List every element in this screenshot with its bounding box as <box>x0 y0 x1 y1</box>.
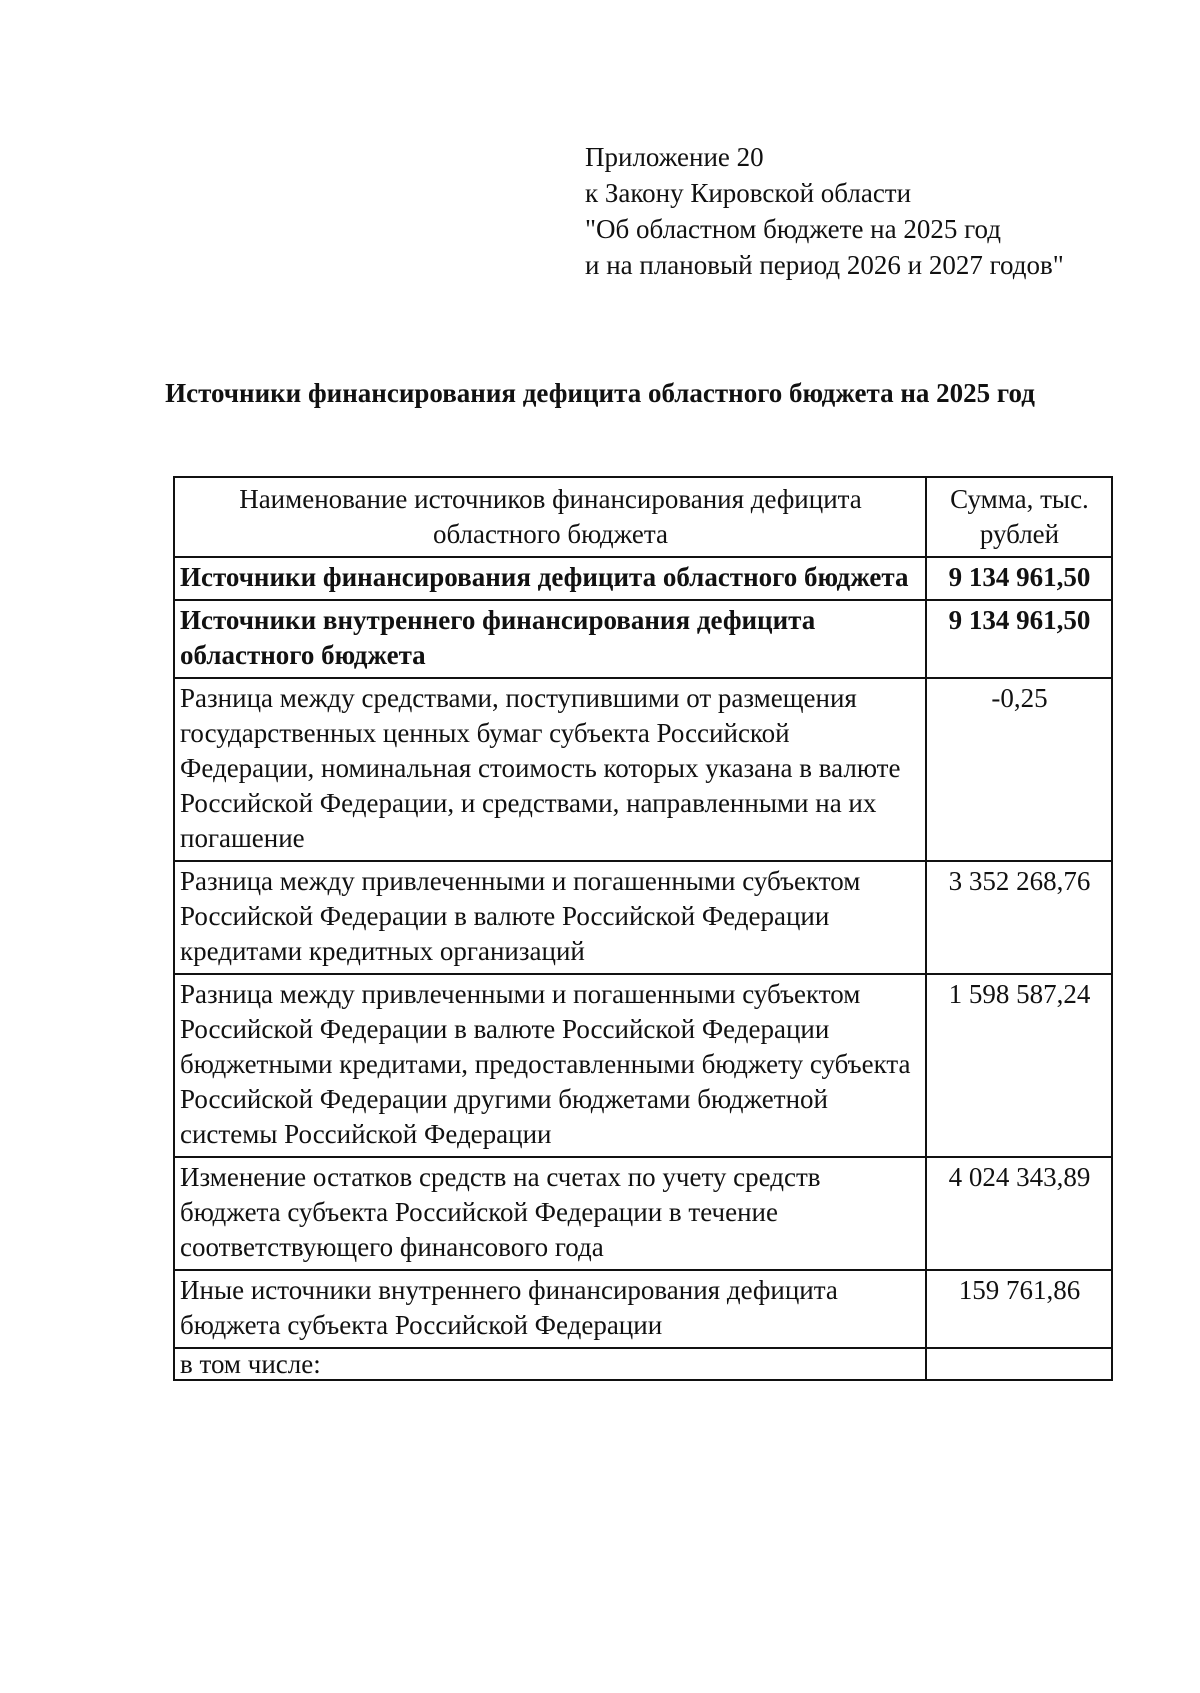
row-sum-cell <box>926 1348 1112 1380</box>
table-row <box>174 1270 1112 1348</box>
row-name-cell: Источники финансирования дефицита областного бюджета <box>174 557 926 600</box>
row-sum-cell: -0,25 <box>926 678 1112 861</box>
row-name-cell: Разница между средствами, поступившими от размещения государственных ценных бумаг субъекта Российской Федерации, номинальная стоимость которых указана в валюте Российской Федерации, и средствами, направленными на их погашение <box>174 678 926 861</box>
appendix-line: к Закону Кировской области <box>585 178 912 208</box>
row-name-cell: в том числе: <box>174 1348 926 1380</box>
row-sum-cell: 9 134 961,50 <box>926 557 1112 600</box>
row-sum-cell: 9 134 961,50 <box>926 600 1112 678</box>
row-name-cell: Разница между привлеченными и погашенными субъектом Российской Федерации в валюте Российской Федерации кредитами кредитных организаций <box>174 861 926 974</box>
table-row <box>174 678 1112 861</box>
row-sum-cell: 159 761,86 <box>926 1270 1112 1348</box>
row-name-cell: Разница между привлеченными и погашенными субъектом Российской Федерации в валюте Российской Федерации бюджетными кредитами, предоставленными бюджету субъекта Российской Федерации другими бюджетами бюджетной системы Российской Федерации <box>174 974 926 1157</box>
header-sum-cell: Сумма, тыс. рублей <box>926 477 1112 557</box>
header-name-cell: Наименование источников финансирования дефицита областного бюджета <box>174 477 926 557</box>
table-row <box>174 1348 1112 1380</box>
table-row <box>174 974 1112 1157</box>
table-row <box>174 1157 1112 1270</box>
table-row <box>174 557 1112 600</box>
table-header-row <box>174 477 1112 557</box>
appendix-reference <box>585 139 1064 283</box>
table-row <box>174 861 1112 974</box>
table-row <box>174 600 1112 678</box>
financing-sources-table <box>173 476 1113 1381</box>
appendix-line: Приложение 20 <box>585 142 764 172</box>
row-sum-cell: 3 352 268,76 <box>926 861 1112 974</box>
appendix-line: и на плановый период 2026 и 2027 годов" <box>585 250 1064 280</box>
document-title: Источники финансирования дефицита областного бюджета на 2025 год <box>165 378 1035 408</box>
row-name-cell: Иные источники внутреннего финансирования дефицита бюджета субъекта Российской Федерации <box>174 1270 926 1348</box>
row-sum-cell: 1 598 587,24 <box>926 974 1112 1157</box>
appendix-line: "Об областном бюджете на 2025 год <box>585 214 1001 244</box>
row-name-cell: Источники внутреннего финансирования дефицита областного бюджета <box>174 600 926 678</box>
row-name-cell: Изменение остатков средств на счетах по учету средств бюджета субъекта Российской Федерации в течение соответствующего финансового года <box>174 1157 926 1270</box>
row-sum-cell: 4 024 343,89 <box>926 1157 1112 1270</box>
